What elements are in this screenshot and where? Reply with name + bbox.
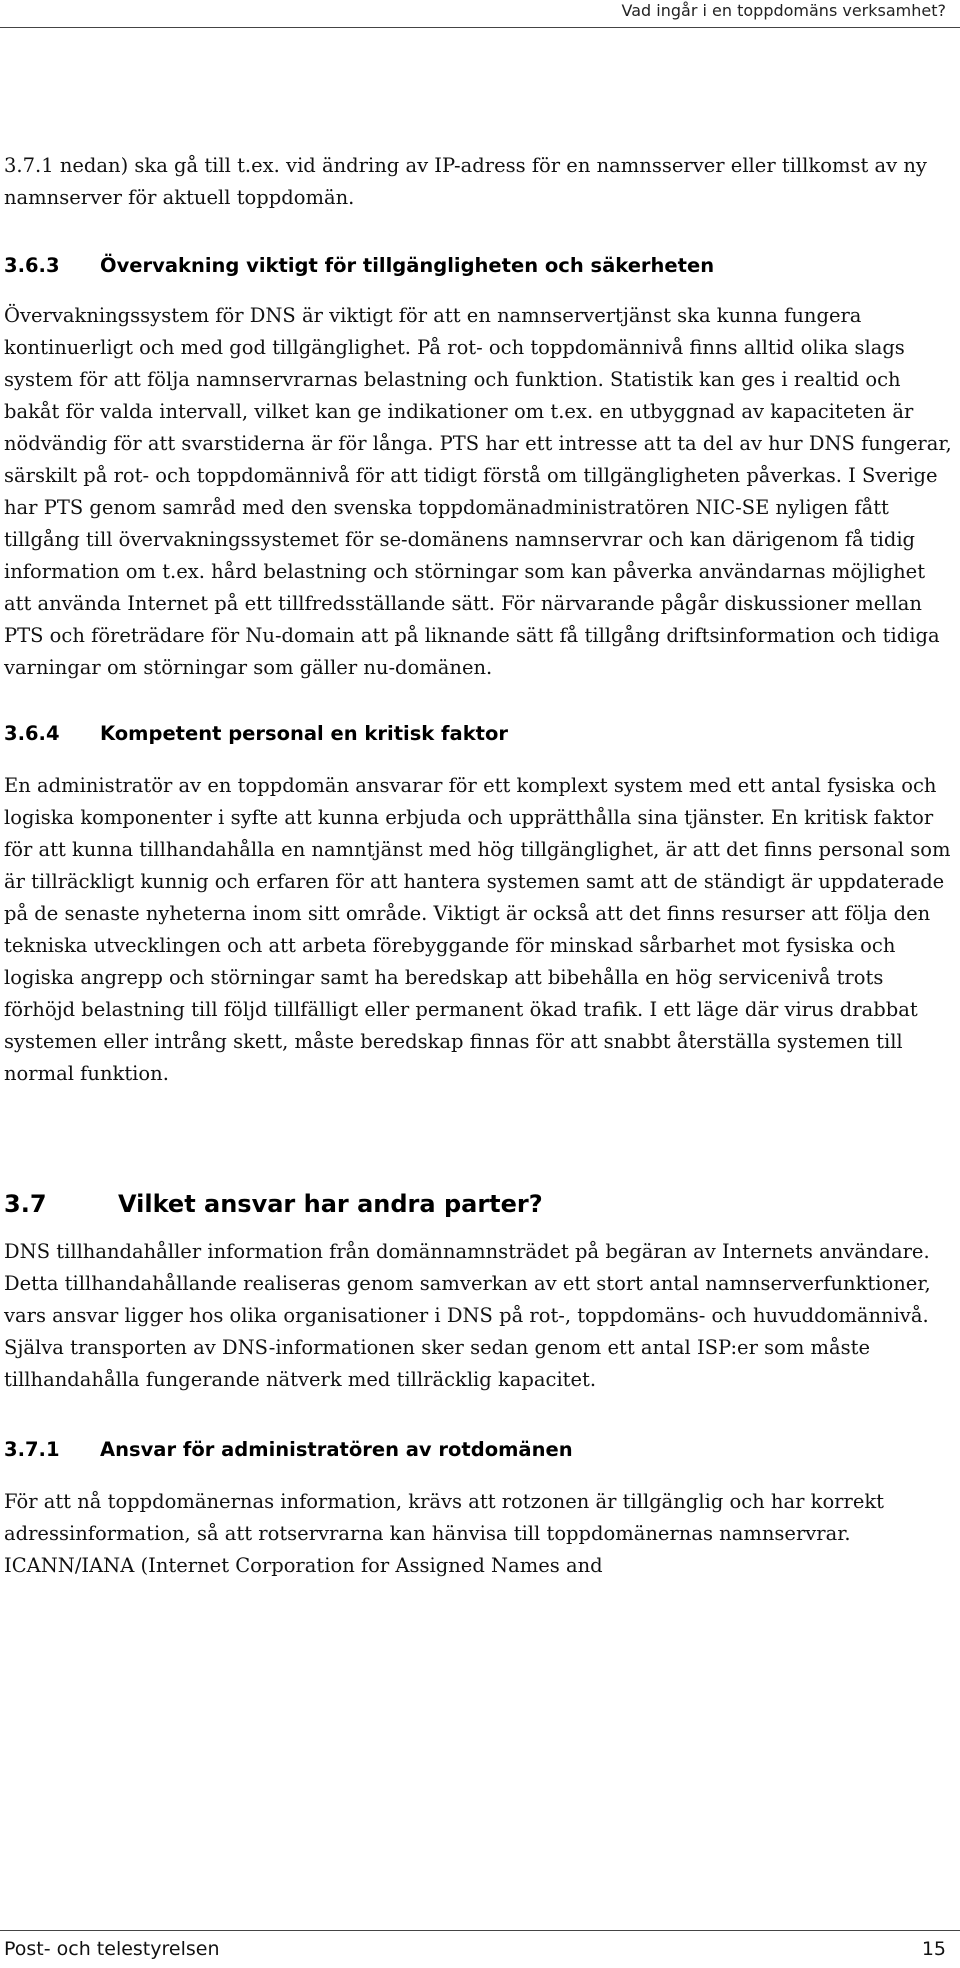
section-number: 3.6.3 bbox=[4, 254, 60, 277]
section-heading-3-7 bbox=[4, 1186, 952, 1222]
section-number: 3.7.1 bbox=[4, 1438, 60, 1461]
section-title: Övervakning viktigt för tillgängligheten och säkerheten bbox=[100, 254, 715, 277]
section-title: Ansvar för administratören av rotdomänen bbox=[100, 1438, 573, 1461]
footer-publisher: Post- och telestyrelsen bbox=[4, 1938, 220, 1960]
section-title: Vilket ansvar har andra parter? bbox=[118, 1190, 543, 1218]
section-title: Kompetent personal en kritisk faktor bbox=[100, 722, 509, 745]
page-number: 15 bbox=[921, 1938, 946, 1960]
section-number: 3.6.4 bbox=[4, 722, 60, 745]
section-heading-3-7-1 bbox=[4, 1434, 952, 1466]
section-heading-3-6-4 bbox=[4, 718, 952, 750]
section-body-3-6-4: En administratör av en toppdomän ansvarar för ett komplext system med ett antal fysiska och logiska komponenter i syfte att kunna erbjuda och upprätthålla sina tjänster. En kritisk faktor för att kunna tillhandahålla en namntjänst med hög tillgänglighet, är att det finns personal som är tillräckligt kunnig och erfaren för att hantera systemen samt att de ständigt är uppdaterade på de senaste nyheterna inom sitt område. Viktigt är också att det finns resurser att följa den tekniska utvecklingen och att arbeta förebyggande för minskad sårbarhet mot fysiska och logiska angrepp och störningar samt ha beredskap att bibehålla en hög servicenivå trots förhöjd belastning till följd tillfälligt eller permanent ökad trafik. I ett läge där virus drabbat systemen eller intrång skett, måste beredskap finnas för att snabbt återställa systemen till normal funktion. bbox=[4, 774, 951, 1085]
section-body-3-6-3: Övervakningssystem för DNS är viktigt för att en namnservertjänst ska kunna fungera kontinuerligt och med god tillgänglighet. På rot- och toppdomännivå finns alltid olika slags system för att följa namnservrarnas belastning och funktion. Statistik kan ges i realtid och bakåt för valda intervall, vilket kan ge indikationer om t.ex. en utbyggnad av kapaciteten är nödvändig för att svarstiderna är för långa. PTS har ett intresse att ta del av hur DNS fungerar, särskilt på rot- och toppdomännivå för att tidigt förstå om tillgängligheten påverkas. I Sverige har PTS genom samråd med den svenska toppdomänadministratören NIC-SE nyligen fått tillgång till övervakningssystemet för se-domänens namnservrar och kan därigenom få tidig information om t.ex. hård belastning och störningar som kan påverka användarnas möjlighet att använda Internet på ett tillfredsställande sätt. För närvarande pågår diskussioner mellan PTS och företrädare för Nu-domain att på liknande sätt få tillgång driftsinformation och tidiga varningar om störningar som gäller nu-domänen. bbox=[4, 304, 952, 679]
running-header: Vad ingår i en toppdomäns verksamhet? bbox=[621, 1, 946, 20]
footer-rule bbox=[0, 1930, 960, 1931]
intro-paragraph: 3.7.1 nedan) ska gå till t.ex. vid ändring av IP-adress för en namnsserver eller tillkomst av ny namnserver för aktuell toppdomän. bbox=[4, 154, 927, 209]
section-body-3-7: DNS tillhandahåller information från domännamnsträdet på begäran av Internets användare. Detta tillhandahållande realiseras genom samverkan av ett stort antal namnserverfunktioner, vars ansvar ligger hos olika organisationer i DNS på rot-, toppdomäns- och huvuddomännivå. Själva transporten av DNS-informationen sker sedan genom ett antal ISP:er som måste tillhandahålla fungerande nätverk med tillräcklig kapacitet. bbox=[4, 1240, 931, 1391]
section-number: 3.7 bbox=[4, 1190, 47, 1218]
section-heading-3-6-3 bbox=[4, 250, 952, 282]
section-body-3-7-1: För att nå toppdomänernas information, krävs att rotzonen är tillgänglig och har korrekt adressinformation, så att rotservrarna kan hänvisa till toppdomänernas namnservrar. ICANN/IANA (Internet Corporation for Assigned Names and bbox=[4, 1490, 885, 1577]
header-rule bbox=[0, 27, 960, 28]
page-content bbox=[4, 150, 952, 1582]
